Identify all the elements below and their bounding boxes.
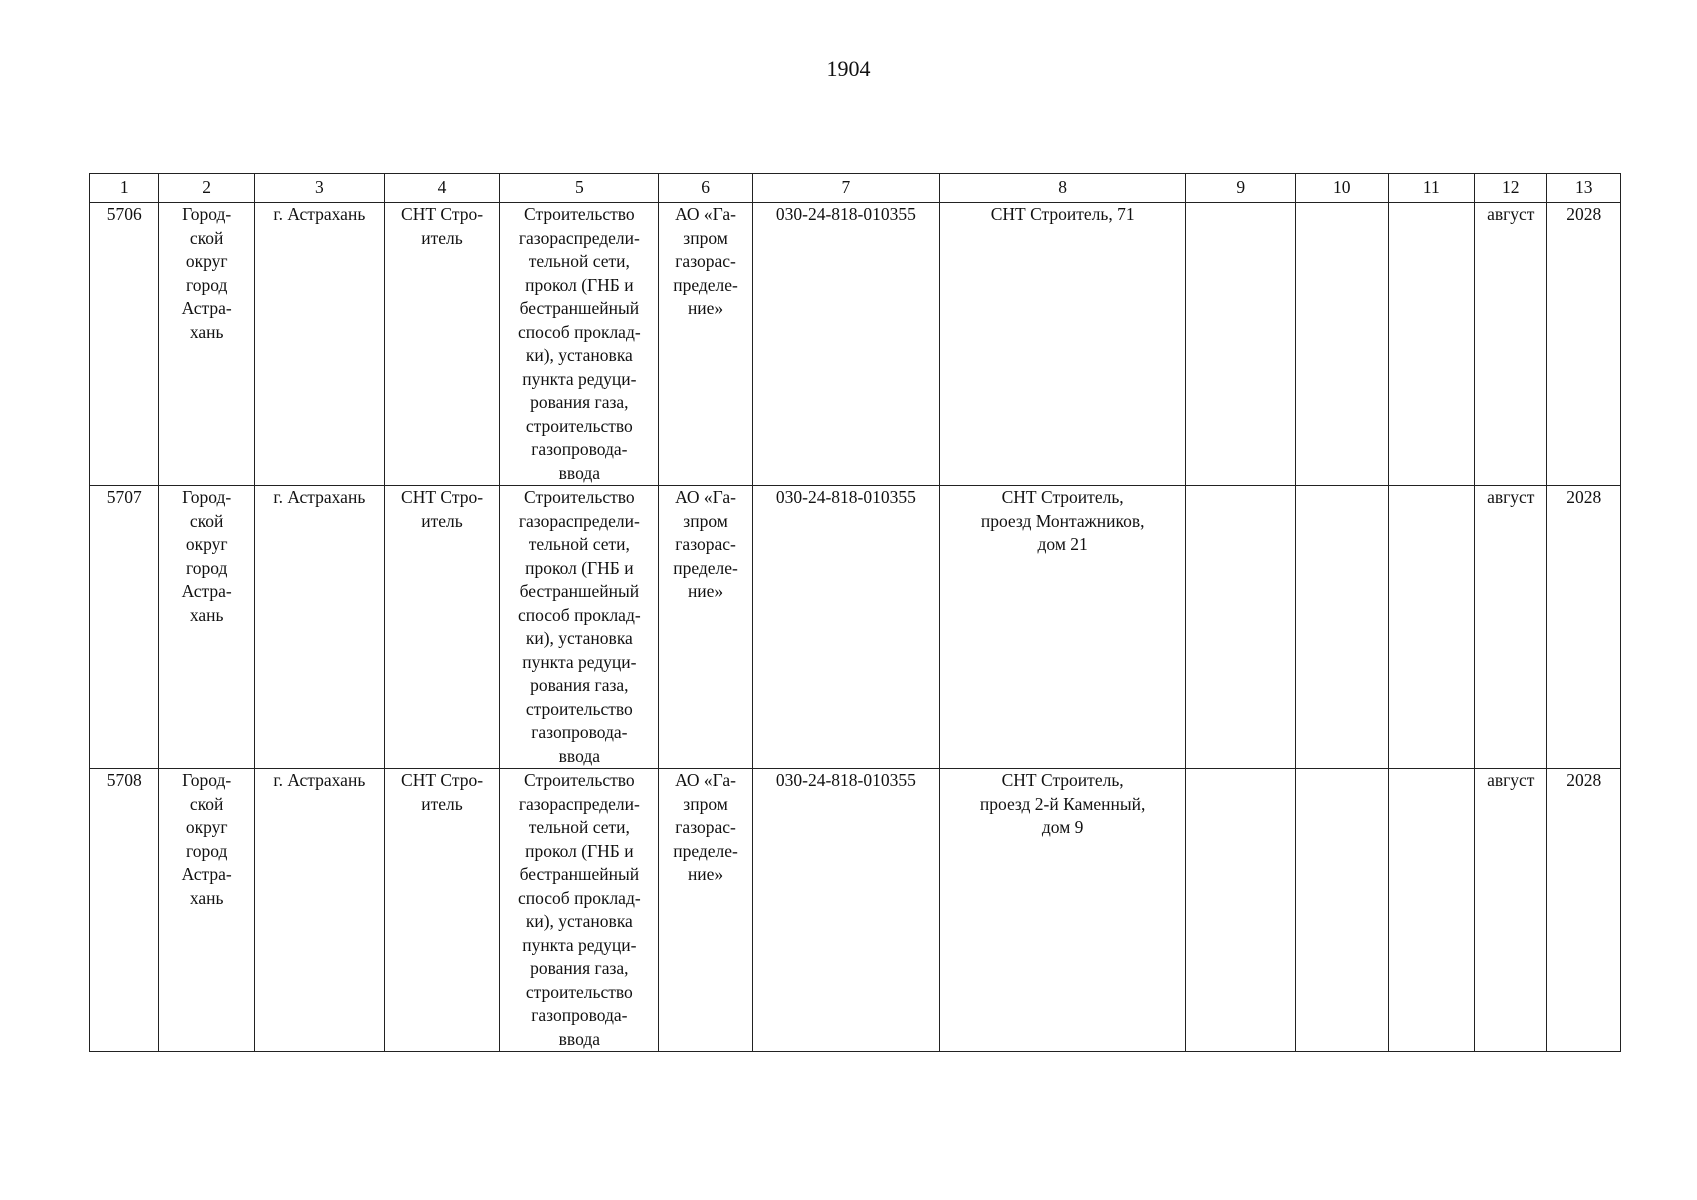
works-cell-line: тельной сети, bbox=[528, 534, 630, 554]
works-cell bbox=[500, 769, 659, 1052]
organization-cell-line: зпром bbox=[683, 227, 728, 248]
district-cell bbox=[159, 203, 255, 486]
organization-cell-line: пределе- bbox=[673, 274, 738, 295]
works-cell-line: газораспредели- bbox=[518, 510, 640, 531]
district-cell-line: округ bbox=[185, 534, 228, 554]
district-cell-line: хань bbox=[189, 321, 224, 342]
address-cell-line: СНТ Строитель, 71 bbox=[990, 204, 1135, 224]
row-number-cell: 5707 bbox=[90, 486, 159, 769]
organization-cell-line: ние» bbox=[687, 581, 724, 601]
organization-cell bbox=[659, 203, 753, 486]
organization-cell-line: пределе- bbox=[673, 840, 738, 861]
settlement-cell-line: СНТ Стро- bbox=[401, 487, 484, 507]
cadastral-code-cell: 030-24-818-010355 bbox=[752, 486, 939, 769]
district-cell-line: ской bbox=[189, 793, 224, 814]
organization-cell-line: ние» bbox=[687, 298, 724, 318]
district-cell-line: Город- bbox=[182, 204, 232, 224]
column-header: 8 bbox=[939, 174, 1185, 203]
district-cell-line: хань bbox=[189, 604, 224, 625]
table-body bbox=[90, 203, 1621, 1052]
district-cell-line: ской bbox=[189, 227, 224, 248]
organization-cell-line: АО «Га- bbox=[675, 770, 736, 790]
works-cell-line: газораспредели- bbox=[518, 793, 640, 814]
organization-cell-line: АО «Га- bbox=[675, 487, 736, 507]
works-cell-line: строительство bbox=[525, 698, 633, 719]
organization-cell-line: ние» bbox=[687, 864, 724, 884]
table-row bbox=[90, 203, 1621, 486]
district-cell-line: Город- bbox=[182, 770, 232, 790]
column-9-cell bbox=[1186, 769, 1296, 1052]
column-header: 11 bbox=[1388, 174, 1475, 203]
year-cell: 2028 bbox=[1547, 203, 1621, 486]
district-cell bbox=[159, 769, 255, 1052]
page-number: 1904 bbox=[826, 56, 871, 81]
column-11-cell bbox=[1388, 203, 1475, 486]
column-header: 7 bbox=[752, 174, 939, 203]
works-cell-line: ки), установка bbox=[525, 628, 633, 648]
locality-cell: г. Астрахань bbox=[254, 486, 384, 769]
works-cell-line: ввода bbox=[558, 1028, 600, 1049]
district-cell-line: город bbox=[185, 557, 228, 578]
address-cell-line: дом 9 bbox=[1041, 817, 1084, 837]
settlement-cell-line: итель bbox=[421, 510, 463, 531]
table-row bbox=[90, 769, 1621, 1052]
works-cell-line: прокол (ГНБ и bbox=[525, 840, 634, 861]
works-cell-line: прокол (ГНБ и bbox=[525, 274, 634, 295]
works-cell-line: способ проклад- bbox=[517, 604, 641, 625]
column-header: 6 bbox=[659, 174, 753, 203]
table-row bbox=[90, 486, 1621, 769]
district-cell-line: Астра- bbox=[181, 581, 232, 601]
settlement-cell bbox=[384, 203, 500, 486]
column-header: 10 bbox=[1296, 174, 1389, 203]
month-cell: август bbox=[1475, 486, 1547, 769]
row-number-cell: 5708 bbox=[90, 769, 159, 1052]
works-cell-line: ввода bbox=[558, 462, 600, 483]
locality-cell: г. Астрахань bbox=[254, 769, 384, 1052]
district-cell-line: город bbox=[185, 840, 228, 861]
address-cell-line: проезд 2-й Каменный, bbox=[979, 793, 1146, 814]
settlement-cell-line: СНТ Стро- bbox=[401, 204, 484, 224]
column-header: 5 bbox=[500, 174, 659, 203]
district-cell-line: Город- bbox=[182, 487, 232, 507]
works-cell-line: способ проклад- bbox=[517, 887, 641, 908]
works-cell-line: пункта редуци- bbox=[522, 934, 637, 955]
organization-cell-line: АО «Га- bbox=[675, 204, 736, 224]
column-header: 12 bbox=[1475, 174, 1547, 203]
works-cell-line: ввода bbox=[558, 745, 600, 766]
row-number-cell: 5706 bbox=[90, 203, 159, 486]
column-9-cell bbox=[1186, 486, 1296, 769]
district-cell-line: ской bbox=[189, 510, 224, 531]
settlement-cell bbox=[384, 486, 500, 769]
works-cell-line: пункта редуци- bbox=[522, 368, 637, 389]
settlement-cell-line: итель bbox=[421, 793, 463, 814]
works-cell-line: ки), установка bbox=[525, 345, 633, 365]
works-cell-line: Строительство bbox=[524, 204, 635, 224]
works-cell-line: тельной сети, bbox=[528, 251, 630, 271]
cadastral-code-cell: 030-24-818-010355 bbox=[752, 203, 939, 486]
works-cell bbox=[500, 486, 659, 769]
works-cell-line: рования газа, bbox=[530, 392, 629, 412]
works-cell-line: бестраншейный bbox=[519, 581, 640, 601]
column-10-cell bbox=[1296, 486, 1389, 769]
district-cell-line: Астра- bbox=[181, 864, 232, 884]
year-cell: 2028 bbox=[1547, 486, 1621, 769]
district-cell-line: город bbox=[185, 274, 228, 295]
works-cell-line: прокол (ГНБ и bbox=[525, 557, 634, 578]
settlement-cell-line: СНТ Стро- bbox=[401, 770, 484, 790]
district-cell-line: округ bbox=[185, 251, 228, 271]
district-cell bbox=[159, 486, 255, 769]
column-header: 9 bbox=[1186, 174, 1296, 203]
district-cell-line: Астра- bbox=[181, 298, 232, 318]
column-header: 3 bbox=[254, 174, 384, 203]
address-cell bbox=[939, 486, 1185, 769]
settlement-cell bbox=[384, 769, 500, 1052]
address-cell bbox=[939, 769, 1185, 1052]
works-cell-line: газопровода- bbox=[531, 439, 628, 459]
organization-cell-line: газорас- bbox=[675, 534, 736, 554]
address-cell-line: СНТ Строитель, bbox=[1001, 487, 1124, 507]
column-9-cell bbox=[1186, 203, 1296, 486]
works-cell-line: строительство bbox=[525, 415, 633, 436]
month-cell: август bbox=[1475, 203, 1547, 486]
organization-cell-line: зпром bbox=[683, 793, 728, 814]
works-cell-line: способ проклад- bbox=[517, 321, 641, 342]
column-header: 1 bbox=[90, 174, 159, 203]
works-cell-line: бестраншейный bbox=[519, 298, 640, 318]
organization-cell-line: газорас- bbox=[675, 817, 736, 837]
works-cell-line: рования газа, bbox=[530, 958, 629, 978]
works-cell-line: Строительство bbox=[524, 487, 635, 507]
address-cell-line: СНТ Строитель, bbox=[1001, 770, 1124, 790]
works-cell-line: пункта редуци- bbox=[522, 651, 637, 672]
works-cell-line: газопровода- bbox=[531, 1005, 628, 1025]
works-cell-line: газораспредели- bbox=[518, 227, 640, 248]
column-10-cell bbox=[1296, 769, 1389, 1052]
organization-cell bbox=[659, 486, 753, 769]
column-11-cell bbox=[1388, 486, 1475, 769]
district-cell-line: округ bbox=[185, 817, 228, 837]
works-cell-line: рования газа, bbox=[530, 675, 629, 695]
district-cell-line: хань bbox=[189, 887, 224, 908]
address-cell-line: проезд Монтажников, bbox=[980, 510, 1145, 531]
cadastral-code-cell: 030-24-818-010355 bbox=[752, 769, 939, 1052]
works-cell-line: бестраншейный bbox=[519, 864, 640, 884]
column-10-cell bbox=[1296, 203, 1389, 486]
column-11-cell bbox=[1388, 769, 1475, 1052]
works-cell-line: ки), установка bbox=[525, 911, 633, 931]
organization-cell-line: газорас- bbox=[675, 251, 736, 271]
works-cell-line: газопровода- bbox=[531, 722, 628, 742]
column-header: 4 bbox=[384, 174, 500, 203]
works-cell-line: Строительство bbox=[524, 770, 635, 790]
header-row bbox=[90, 174, 1621, 203]
locality-cell: г. Астрахань bbox=[254, 203, 384, 486]
month-cell: август bbox=[1475, 769, 1547, 1052]
column-header: 2 bbox=[159, 174, 255, 203]
register-table bbox=[89, 173, 1621, 1052]
year-cell: 2028 bbox=[1547, 769, 1621, 1052]
works-cell-line: тельной сети, bbox=[528, 817, 630, 837]
column-header: 13 bbox=[1547, 174, 1621, 203]
works-cell-line: строительство bbox=[525, 981, 633, 1002]
organization-cell bbox=[659, 769, 753, 1052]
organization-cell-line: пределе- bbox=[673, 557, 738, 578]
works-cell bbox=[500, 203, 659, 486]
organization-cell-line: зпром bbox=[683, 510, 728, 531]
settlement-cell-line: итель bbox=[421, 227, 463, 248]
address-cell-line: дом 21 bbox=[1037, 534, 1088, 554]
address-cell bbox=[939, 203, 1185, 486]
